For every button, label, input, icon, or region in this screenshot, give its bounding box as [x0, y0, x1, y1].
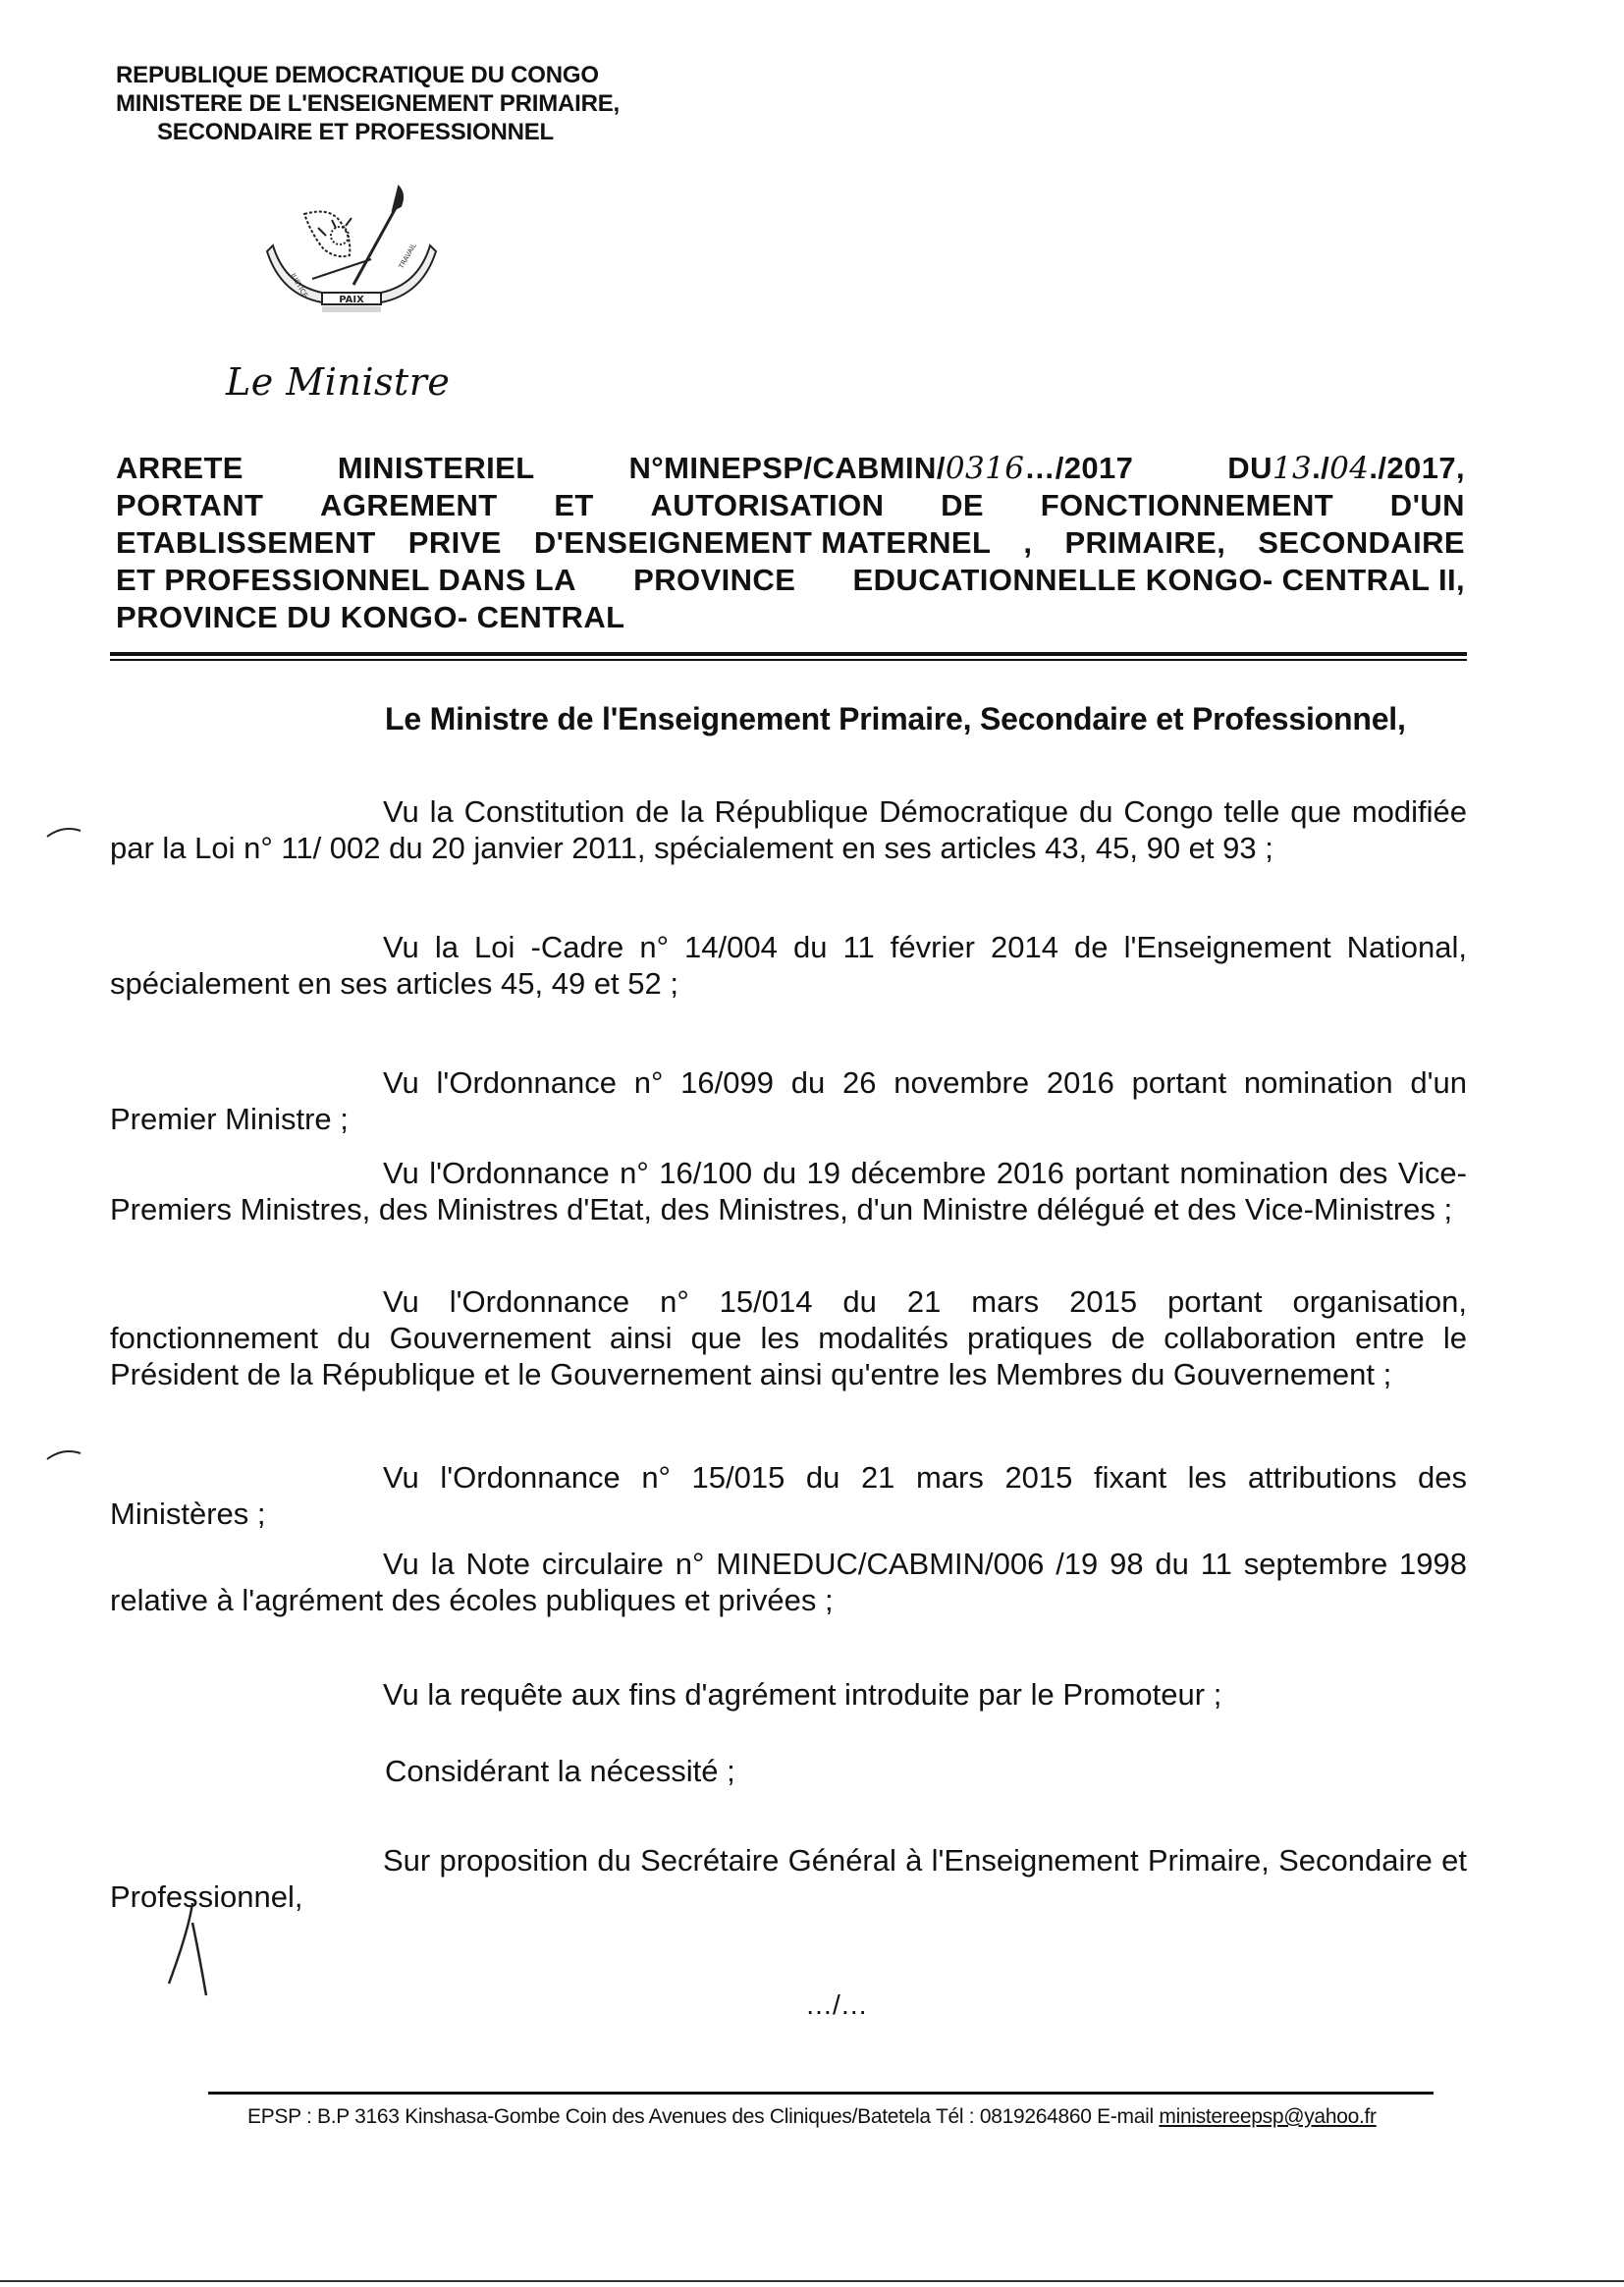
coat-of-arms-emblem — [263, 177, 440, 314]
letterhead-ministry-cont: SECONDAIRE ET PROFESSIONNEL — [157, 119, 554, 145]
arrete-word: EDUCATIONNELLE KONGO- CENTRAL II, — [852, 563, 1465, 597]
arrete-word: , — [1023, 525, 1033, 560]
continuation-mark: …/… — [805, 1989, 868, 2020]
paragraph-considerant: Considérant la nécessité ; — [385, 1754, 735, 1788]
arrete-word: PRIMAIRE, — [1064, 525, 1226, 560]
footer-address: EPSP : B.P 3163 Kinshasa-Gombe Coin des Avenues des Cliniques/Batetela Tél : 0819264860 E-mail — [247, 2105, 1160, 2128]
arrete-word: D'UN — [1389, 488, 1465, 522]
handwritten-day: 13 — [1272, 451, 1313, 486]
arrete-word: ETABLISSEMENT — [116, 525, 376, 560]
arrete-row-5: PROVINCE DU KONGO- CENTRAL — [116, 600, 625, 634]
letterhead-country: REPUBLIQUE DEMOCRATIQUE DU CONGO — [116, 62, 599, 88]
heading-divider-thin — [110, 659, 1467, 661]
arrete-row-3 — [116, 524, 1465, 562]
emblem-motto-justice: JUSTICE — [289, 272, 309, 299]
footer-email-link[interactable]: ministereepsp@yahoo.fr — [1159, 2105, 1377, 2128]
minister-title: Le Ministre — [226, 360, 451, 404]
arrete-word: DE — [941, 488, 984, 522]
letterhead-ministry: MINISTERE DE L'ENSEIGNEMENT PRIMAIRE, — [116, 90, 621, 117]
arrete-row-4 — [116, 562, 1465, 599]
arrete-word: MINISTERIEL — [337, 451, 535, 485]
arrete-word: PROVINCE — [633, 563, 796, 597]
scan-edge — [0, 2280, 1624, 2282]
arrete-number: N°MINEPSP/CABMIN/0316…/2017 — [628, 451, 1134, 486]
letterhead — [116, 61, 620, 146]
paragraph-ordonnance-premier-ministre: Vu l'Ordonnance n° 16/099 du 26 novembre 2016 portant nomination d'un Premier Ministre ; — [110, 1065, 1467, 1136]
footer-contact — [247, 2105, 1377, 2129]
handwritten-paraph — [163, 1901, 222, 1999]
emblem-motto-travail: TRAVAIL — [397, 242, 418, 270]
arrete-word: D'ENSEIGNEMENT MATERNEL — [533, 525, 992, 560]
paragraph-ordonnance-vice-premiers: Vu l'Ordonnance n° 16/100 du 19 décembre 2016 portant nomination des Vice-Premiers Ministres, des Ministres d'Etat, des Ministres, d'un Ministre délégué et des Vice-Ministres ; — [110, 1156, 1467, 1226]
handwritten-number: 0316 — [945, 451, 1025, 486]
arrete-date: DU13./04./2017, — [1227, 451, 1465, 486]
paragraph-note-circulaire: Vu la Note circulaire n° MINEDUC/CABMIN/006 /19 98 du 11 septembre 1998 relative à l'agrément des écoles publiques et privées ; — [110, 1547, 1467, 1617]
paragraph-ordonnance-organisation: Vu l'Ordonnance n° 15/014 du 21 mars 2015 portant organisation, fonctionnement du Gouvernement ainsi que les modalités pratiques de collaboration entre le Président de la République et le Gouvernement ainsi qu'entre les Membres du Gouvernement ; — [110, 1284, 1467, 1391]
minister-statement: Le Ministre de l'Enseignement Primaire, Secondaire et Professionnel, — [385, 701, 1406, 736]
arrete-row-2 — [116, 487, 1465, 524]
arrete-row-1 — [116, 450, 1465, 487]
handwritten-month: 04 — [1329, 451, 1370, 486]
paragraph-ordonnance-attributions: Vu l'Ordonnance n° 15/015 du 21 mars 2015 fixant les attributions des Ministères ; — [110, 1460, 1467, 1531]
arrete-word: AGREMENT — [320, 488, 498, 522]
emblem-motto-paix: PAIX — [339, 295, 364, 305]
arrete-word: PORTANT — [116, 488, 264, 522]
arrete-word: SECONDAIRE — [1258, 525, 1465, 560]
paragraph-sur-proposition: Sur proposition du Secrétaire Général à l'Enseignement Primaire, Secondaire et Professionnel, — [110, 1843, 1467, 1914]
footer-divider — [208, 2092, 1434, 2095]
heading-divider-thick — [110, 652, 1467, 656]
margin-mark — [45, 1447, 84, 1461]
margin-mark — [45, 825, 84, 839]
arrete-word: ET — [554, 488, 594, 522]
paragraph-constitution: Vu la Constitution de la République Démocratique du Congo telle que modifiée par la Loi n° 11/ 002 du 20 janvier 2011, spécialement en ses articles 43, 45, 90 et 93 ; — [110, 794, 1467, 865]
arrete-word: PRIVE — [407, 525, 502, 560]
paragraph-loi-cadre: Vu la Loi -Cadre n° 14/004 du 11 février 2014 de l'Enseignement National, spécialement en ses articles 45, 49 et 52 ; — [110, 930, 1467, 1001]
arrete-word: FONCTIONNEMENT — [1040, 488, 1334, 522]
arrete-heading — [116, 450, 1465, 636]
arrete-word: ET PROFESSIONNEL DANS LA — [116, 563, 576, 597]
arrete-word: AUTORISATION — [650, 488, 885, 522]
arrete-word: ARRETE — [116, 451, 244, 485]
paragraph-requete: Vu la requête aux fins d'agrément introduite par le Promoteur ; — [383, 1677, 1222, 1712]
